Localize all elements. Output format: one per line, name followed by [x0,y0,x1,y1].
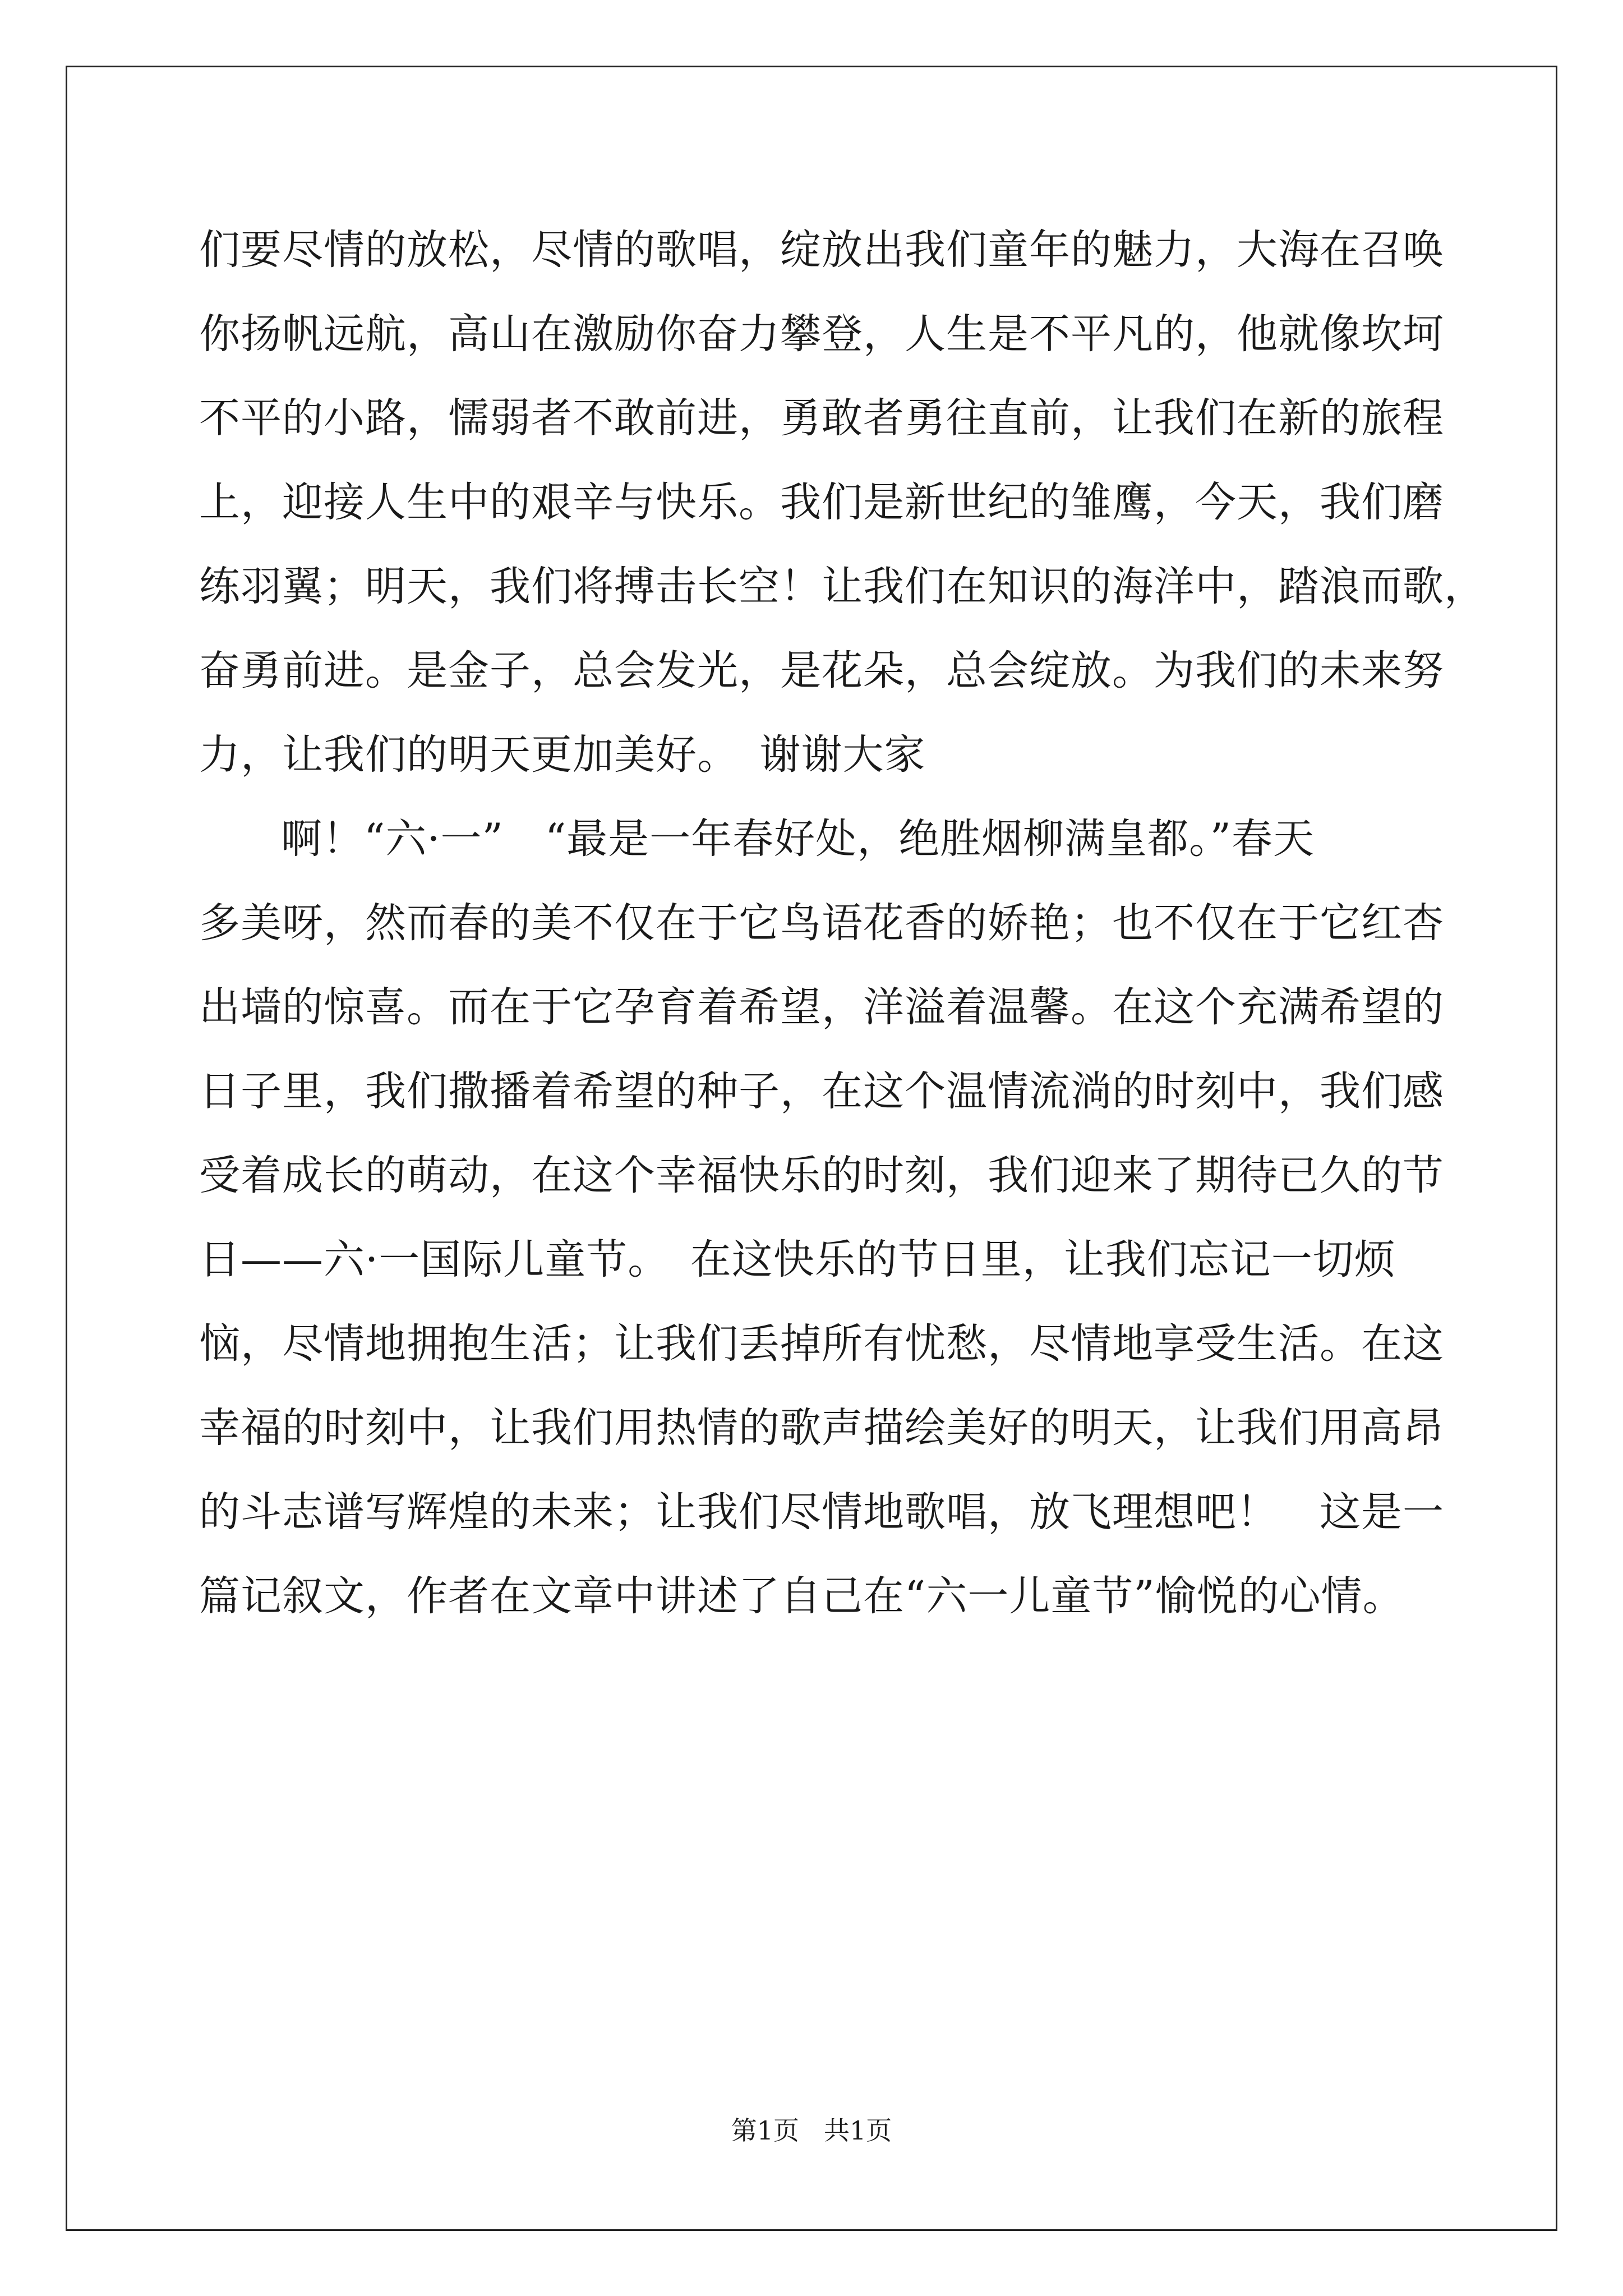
text-line: 力，让我们的明天更加美好。 谢谢大家 [199,731,926,779]
paragraph-start-line: 啊！“六·一” “最是一年春好处，绝胜烟柳满皇都。”春天 [281,815,1315,863]
text-line: 日子里，我们撒播着希望的种子，在这个温情流淌的时刻中，我们感 [199,1068,1444,1115]
text-line: 练羽翼；明天，我们将搏击长空！让我们在知识的海洋中，踏浪而歌， [199,563,1486,610]
text-line: 奋勇前进。是金子，总会发光，是花朵，总会绽放。为我们的未来努 [199,647,1444,694]
text-line: 不平的小路，懦弱者不敢前进，勇敢者勇往直前，让我们在新的旅程 [199,394,1444,442]
text-line: 上，迎接人生中的艰辛与快乐。我们是新世纪的雏鹰，今天，我们磨 [199,478,1444,526]
page-footer [0,2110,1623,2147]
text-line: 多美呀，然而春的美不仅在于它鸟语花香的娇艳；也不仅在于它红杏 [199,899,1444,947]
text-line: 日——六·一国际儿童节。 在这快乐的节日里，让我们忘记一切烦 [199,1236,1396,1283]
page-number: 第1页 [731,2115,799,2146]
text-line: 恼，尽情地拥抱生活；让我们丢掉所有忧愁，尽情地享受生活。在这 [199,1320,1444,1368]
text-line: 你扬帆远航，高山在激励你奋力攀登，人生是不平凡的，他就像坎坷 [199,310,1444,358]
text-line: 们要尽情的放松，尽情的歌唱，绽放出我们童年的魅力，大海在召唤 [199,226,1444,274]
text-line: 篇记叙文，作者在文章中讲述了自己在“六一儿童节”愉悦的心情。 [199,1572,1404,1620]
text-line: 幸福的时刻中，让我们用热情的歌声描绘美好的明天，让我们用高昂 [199,1404,1444,1452]
text-line: 出墙的惊喜。而在于它孕育着希望，洋溢着温馨。在这个充满希望的 [199,983,1444,1031]
text-line: 受着成长的萌动，在这个幸福快乐的时刻，我们迎来了期待已久的节 [199,1152,1444,1199]
document-body [199,208,1486,1639]
text-line: 的斗志谱写辉煌的未来；让我们尽情地歌唱，放飞理想吧！ 这是一 [199,1488,1444,1536]
page-total: 共1页 [824,2115,892,2146]
